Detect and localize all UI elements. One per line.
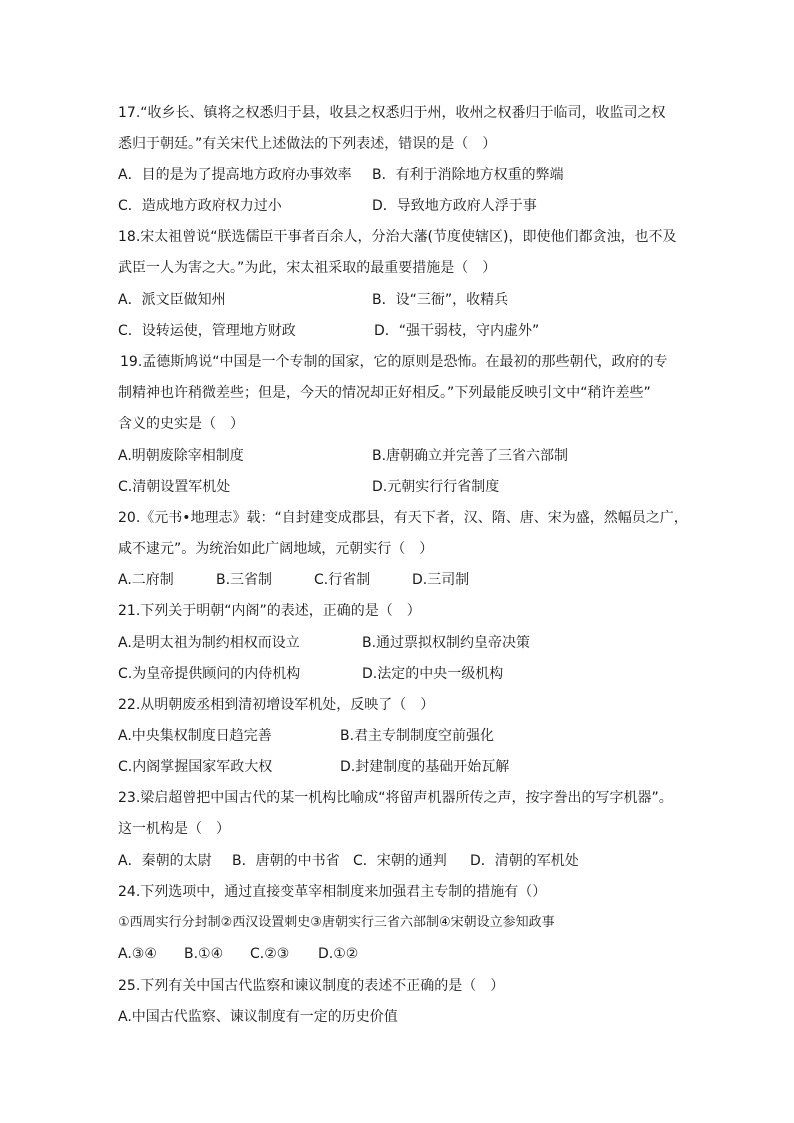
question-text: 21.下列关于明朝“内阁”的表述，正确的是（ ） — [118, 603, 421, 619]
option-d: D.法定的中央一级机构 — [362, 666, 504, 682]
option-d: D.三司制 — [412, 572, 470, 588]
question-text: 22.从明朝废丞相到清初增设军机处，反映了（ ） — [118, 697, 435, 713]
option-b: B．有利于消除地方权重的弊端 — [372, 167, 564, 183]
option-b: B.通过票拟权制约皇帝决策 — [362, 635, 531, 651]
option-b: B．唐朝的中书省 — [232, 853, 340, 869]
option-a: A.二府制 — [118, 572, 174, 588]
question-text: ①西周实行分封制②西汉设置刺史③唐朝实行三省六部制④宋朝设立参知政事 — [118, 915, 555, 930]
option-a: A．派文臣做知州 — [118, 292, 226, 308]
question-text: 18.宋太祖曾说“朕选儒臣干事者百余人，分治大藩(节度使辖区)，即使他们都贪浊，也不及 — [118, 229, 677, 245]
question-text: 19.孟德斯鸠说“中国是一个专制的国家，它的原则是恐怖。在最初的那些朝代，政府的专 — [120, 354, 668, 370]
option-c: C.为皇帝提供顾问的内侍机构 — [118, 666, 301, 682]
question-text: 20.《元书•地理志》载：“自封建变成郡县，有天下者，汉、隋、唐、宋为盛，然幅员之广， — [118, 510, 688, 526]
question-text: 24.下列选项中，通过直接变革宰相制度来加强君主专制的措施有（） — [118, 884, 547, 900]
question-text: 含义的史实是（ ） — [118, 416, 244, 432]
option-a: A.中国古代监察、谏议制度有一定的历史价值 — [118, 1009, 398, 1025]
question-text: 武臣一人为害之大。”为此，宋太祖采取的最重要措施是（ ） — [118, 260, 497, 276]
option-c: C．造成地方政府权力过小 — [118, 198, 282, 214]
option-a: A．秦朝的太尉 — [118, 853, 212, 869]
option-c: C．宋朝的通判 — [353, 853, 447, 869]
option-d: D．清朝的军机处 — [470, 853, 579, 869]
option-a: A.明朝废除宰相制度 — [118, 448, 244, 464]
question-text: 23.梁启超曾把中国古代的某一机构比喻成“将留声机器所传之声，按字誊出的写字机器”。 — [118, 790, 673, 806]
option-a: A.③④ — [118, 946, 157, 962]
question-text: 咸不逮元”。为统治如此广阔地域，元朝实行（ ） — [118, 541, 434, 557]
question-text: 17.“收乡长、镇将之权悉归于县，收县之权悉归于州，收州之权番归于临司，收监司之权 — [118, 105, 666, 121]
option-b: B.三省制 — [216, 572, 273, 588]
option-d: D.①② — [318, 946, 359, 962]
option-b: B．设“三衙”，收精兵 — [372, 292, 509, 308]
option-d: D．“强干弱枝，守内虚外” — [374, 323, 540, 339]
option-c: C.清朝设置军机处 — [118, 479, 231, 495]
option-d: D．导致地方政府人浮于事 — [372, 198, 537, 214]
option-b: B.唐朝确立并完善了三省六部制 — [372, 448, 569, 464]
option-d: D.元朝实行行省制度 — [372, 479, 500, 495]
option-b: B.①④ — [184, 946, 224, 962]
option-c: C.行省制 — [314, 572, 371, 588]
option-a: A.是明太祖为制约相权而设立 — [118, 635, 300, 651]
option-c: C．设转运使，管理地方财政 — [118, 323, 296, 339]
option-c: C.内阁掌握国家军政大权 — [118, 759, 273, 775]
question-text: 25.下列有关中国古代监察和谏议制度的表述不正确的是（ ） — [118, 978, 505, 994]
question-text: 制精神也许稍微差些；但是，今天的情况却正好相反。”下列最能反映引文中“稍许差些” — [118, 385, 651, 401]
option-d: D.封建制度的基础开始瓦解 — [340, 759, 510, 775]
option-a: A．目的是为了提高地方政府办事效率 — [118, 167, 352, 183]
question-text: 这一机构是（ ） — [118, 821, 230, 837]
option-b: B.君主专制制度空前强化 — [340, 728, 495, 744]
option-c: C.②③ — [250, 946, 290, 962]
option-a: A.中央集权制度日趋完善 — [118, 728, 272, 744]
question-text: 悉归于朝廷。”有关宋代上述做法的下列表述，错误的是（ ） — [118, 136, 497, 152]
